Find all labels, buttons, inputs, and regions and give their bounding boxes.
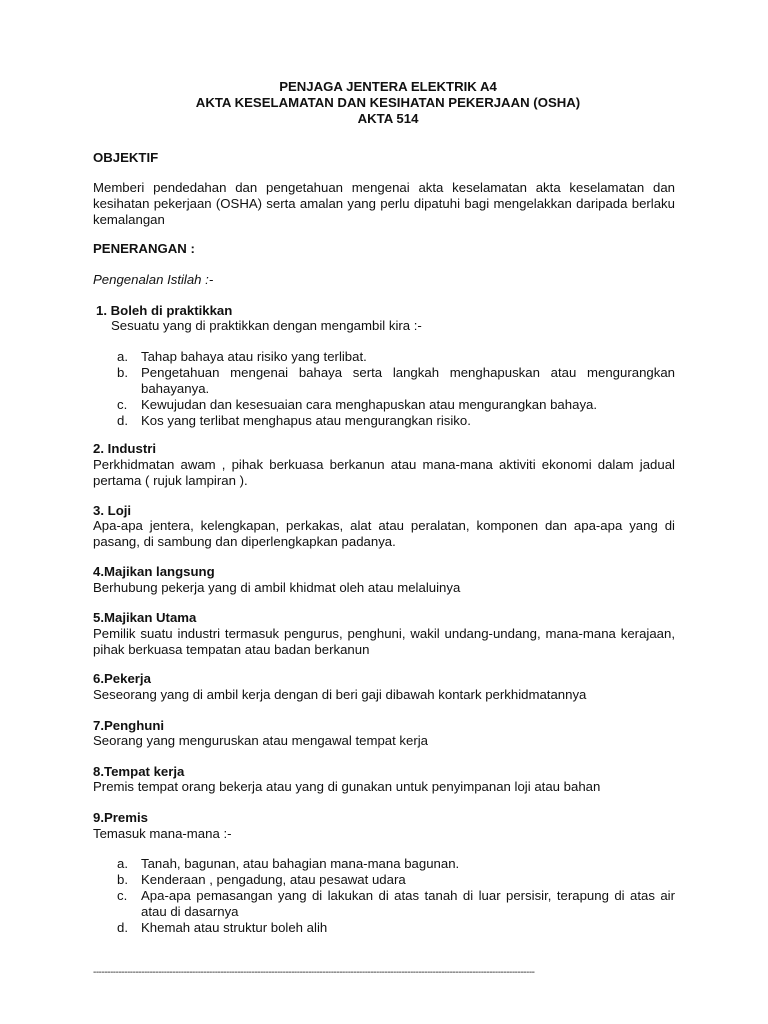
list-item: a. Tanah, bagunan, atau bahagian mana-mana bagunan. [117,856,460,871]
term-7-text: Seorang yang menguruskan atau mengawal tempat kerja [93,733,429,748]
term-3-title: 3. Loji [93,503,132,518]
term-4-text: Berhubung pekerja yang di ambil khidmat oleh atau melaluinya [93,580,461,595]
penerangan-intro: Pengenalan Istilah :- [93,272,214,287]
list-item: c. Apa-apa pemasangan yang di lakukan di atas tanah di luar persisir, terapung di atas air atau di dasarnya [117,888,675,919]
term-6-text: Seseorang yang di ambil kerja dengan di beri gaji dibawah kontark perkhidmatannya [93,687,587,702]
term-8-title: 8.Tempat kerja [93,764,185,779]
title-line-3: AKTA 514 [357,111,419,126]
term-3-text: Apa-apa jentera, kelengkapan, perkakas, alat atau peralatan, komponen dan apa-apa yang di pasang, di sambung dan diperlengkapkan padanya. [93,518,675,549]
term-1-title: 1. Boleh di praktikkan [96,303,233,318]
objektif-heading: OBJEKTIF [93,150,159,165]
term-4-title: 4.Majikan langsung [93,564,215,579]
title-line-2: AKTA KESELAMATAN DAN KESIHATAN PEKERJAAN (OSHA) [195,95,581,110]
list-item: a. Tahap bahaya atau risiko yang terlibat. [117,349,367,364]
term-2-text: Perkhidmatan awam , pihak berkuasa berkanun atau mana-mana aktiviti ekonomi dalam jadual pertama ( rujuk lampiran ). [93,457,675,488]
term-8-text: Premis tempat orang bekerja atau yang di gunakan untuk penyimpanan loji atau bahan [93,779,601,794]
term-7-title: 7.Penghuni [93,718,165,733]
objektif-text: Memberi pendedahan dan pengetahuan mengenai akta keselamatan akta keselamatan dan kesihatan pekerjaan (OSHA) serta amalan yang perlu dipatuhi bagi mengelakkan daripada berlaku kemalangan [93,180,675,227]
penerangan-heading: PENERANGAN : [93,241,195,256]
term-2-title: 2. Industri [93,441,157,456]
list-item: b. Pengetahuan mengenai bahaya serta langkah menghapuskan atau mengurangkan bahayanya. [117,365,675,396]
list-item: d. Khemah atau struktur boleh alih [117,920,328,935]
list-item: b. Kenderaan , pengadung, atau pesawat udara [117,872,406,887]
footer-dashed-rule: ------------------------------------------------------------------------------------------------------------------------------------------------------------ [93,967,535,978]
list-item: d. Kos yang terlibat menghapus atau mengurangkan risiko. [117,413,471,428]
document-title-block [0,79,768,127]
term-1-lead: Sesuatu yang di praktikkan dengan mengambil kira :- [111,318,422,333]
term-9-title: 9.Premis [93,810,148,825]
term-9-lead: Temasuk mana-mana :- [93,826,232,841]
term-6-title: 6.Pekerja [93,671,151,686]
term-5-text: Pemilik suatu industri termasuk pengurus, penghuni, wakil undang-undang, mana-mana kerajaan, pihak berkuasa tempatan atau badan berkanun [93,626,675,657]
term-5-title: 5.Majikan Utama [93,610,197,625]
term-1-list [93,349,675,429]
term-9-list [93,856,675,936]
list-item: c. Kewujudan dan kesesuaian cara menghapuskan atau mengurangkan bahaya. [117,397,598,412]
title-line-1: PENJAGA JENTERA ELEKTRIK A4 [279,79,497,94]
